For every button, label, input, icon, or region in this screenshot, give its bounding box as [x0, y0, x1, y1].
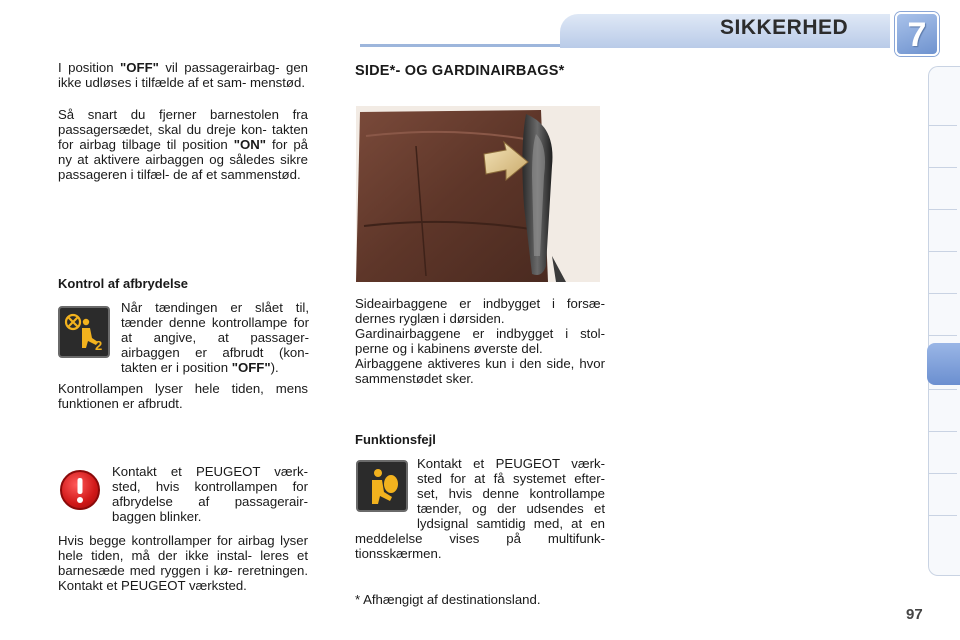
text-run: ). [270, 360, 279, 375]
lamp-paragraph: Kontrollampen lyser hele tiden, mens funktionen er afbrudt. [58, 381, 308, 411]
tab-divider [929, 209, 957, 210]
airbag-off-icon [60, 308, 108, 356]
tab-divider [929, 251, 957, 252]
fault-paragraph-top [355, 456, 605, 561]
activation-paragraph: Airbaggene aktiveres kun i den side, hvor sammenstødet sker. [355, 356, 605, 386]
bold-run: "ON" [233, 137, 266, 152]
footnote: * Afhængigt af destinationsland. [355, 592, 541, 607]
both-lamps-paragraph: Hvis begge kontrollamper for airbag lyser hele tiden, må der ikke instal- leres et barnesæde med ryggen i kø- reretningen. Kontakt et PEUGEOT værksted. [58, 533, 308, 593]
tab-divider [929, 473, 957, 474]
fault-heading: Funktionsfejl [355, 432, 436, 447]
on-position-paragraph [58, 107, 308, 182]
side-airbag-paragraph: Sideairbaggene er indbygget i forsæ- dernes ryglæn i dørsiden. [355, 296, 605, 326]
chapter-title: SIKKERHED [720, 16, 849, 39]
page-header [0, 0, 960, 60]
bold-run: "OFF" [120, 60, 159, 75]
chapter-number: 7 [907, 16, 927, 54]
tab-divider [929, 431, 957, 432]
tab-divider [929, 389, 957, 390]
warning-exclamation-icon [60, 470, 100, 510]
control-heading: Kontrol af afbrydelse [58, 276, 189, 291]
chapter-badge [895, 12, 939, 56]
text-run: vil passagerairbag- gen ikke udløses i tilfælde af et sam- menstød. [58, 60, 308, 90]
seat-illustration [356, 106, 600, 282]
text-run: for på ny at aktivere airbaggen og således sikre passageren i tilfæl- de af et sammenstød. [58, 137, 308, 182]
tab-divider [929, 293, 957, 294]
curtain-airbag-paragraph: Gardinairbaggene er indbygget i stol- perne og i kabinens øverste del. [355, 326, 605, 356]
off-position-paragraph [58, 60, 308, 90]
page-number: 97 [906, 606, 923, 623]
tab-divider [929, 515, 957, 516]
svg-text:2: 2 [95, 338, 103, 353]
section-heading: SIDE*- OG GARDINAIRBAGS* [355, 63, 565, 79]
chapter-tab-strip [928, 66, 960, 576]
fault-text: Kontakt et PEUGEOT værk- sted for at få systemet efter- set, hvis denne kontrollampe tænder, og der udsendes et lydsignal samtidig med, at en meddelelse vises på multifunk- tionsskærmen. [355, 456, 605, 561]
bold-run: "OFF" [231, 360, 271, 375]
active-chapter-tab [927, 343, 960, 385]
tab-divider [929, 125, 957, 126]
icon-float-spacer [355, 456, 417, 530]
airbag-off-lamp-icon [58, 306, 110, 358]
exclamation-icon [62, 472, 98, 508]
contact-paragraph: Kontakt et PEUGEOT værk- sted, hvis kontrollampen for afbrydelse af passagerair- baggen blinker. [112, 464, 308, 524]
text-run: I position [58, 60, 121, 75]
text-run: Så snart du fjerner barnestolen fra passagersædet, skal du dreje kon- takten for airbag tilbage til position [58, 107, 308, 152]
tab-divider [929, 167, 957, 168]
control-paragraph [121, 300, 309, 375]
seat-airbag-photo [356, 106, 600, 282]
text-run: Når tændingen er slået til, tænder denne kontrollampe for at angive, at passager- airbaggen er afbrudt (kon- takten er i position [121, 300, 309, 375]
tab-divider [929, 335, 957, 336]
